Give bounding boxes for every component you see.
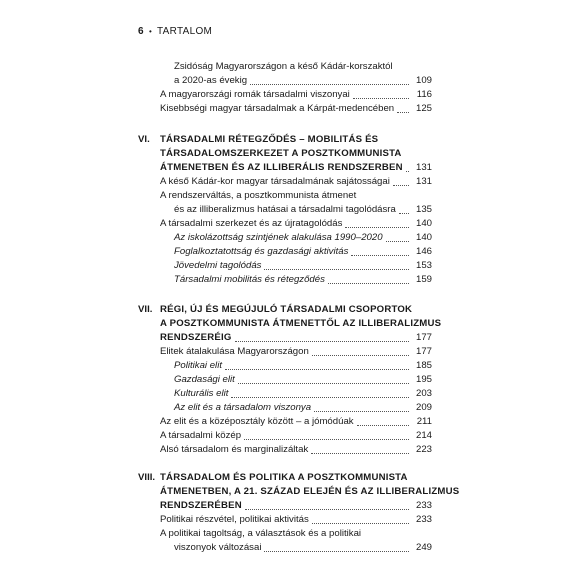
dot-leader	[328, 283, 409, 284]
dot-leader	[238, 383, 409, 384]
dot-leader	[386, 241, 409, 242]
toc-entry-title: ÁTMENETBEN ÉS AZ ILLIBERÁLIS RENDSZERBEN	[160, 162, 403, 173]
dot-leader	[225, 369, 409, 370]
toc-page-number: 116	[416, 89, 432, 100]
toc-page-number: 214	[415, 430, 432, 441]
chapter-heading-line	[160, 332, 432, 344]
toc-entry	[174, 260, 432, 272]
chapter-heading-line	[160, 134, 432, 146]
toc-entry-title: a 2020-as évekig	[174, 75, 248, 86]
toc-page-number: 153	[415, 260, 432, 271]
toc-entry-title: RÉGI, ÚJ ÉS MEGÚJULÓ TÁRSADALMI CSOPORTOK	[160, 304, 413, 315]
toc-page-number: 195	[415, 374, 432, 385]
toc-entry	[160, 430, 432, 442]
toc-entry-title: A politikai tagoltság, a választások és a politikai	[160, 528, 362, 539]
dot-leader	[406, 171, 409, 172]
toc-page-number: 131	[415, 176, 432, 187]
toc-page-number: 146	[415, 246, 432, 257]
dot-leader	[244, 439, 409, 440]
toc-page-number: 135	[415, 204, 432, 215]
toc-entry	[174, 232, 432, 244]
toc-page-number: 185	[415, 360, 432, 371]
toc-entry-title: Alsó társadalom és marginalizáltak	[160, 444, 309, 455]
dot-leader	[397, 112, 409, 113]
dot-leader	[264, 269, 409, 270]
header-title: TARTALOM	[156, 26, 213, 37]
toc-entry	[160, 103, 432, 115]
toc-page-number: 177	[415, 346, 432, 357]
toc-entry-title: Társadalmi mobilitás és rétegződés	[174, 274, 325, 285]
toc-entry	[160, 514, 432, 526]
toc-entry	[160, 444, 432, 456]
dot-leader	[250, 84, 409, 85]
toc-entry-title: Zsidóság Magyarországon a késő Kádár-korszaktól	[174, 61, 393, 72]
toc-entry-title: Politikai elit	[174, 360, 222, 371]
toc-page-number: 177	[415, 332, 432, 343]
toc-entry-title: TÁRSADALOMSZERKEZET A POSZTKOMMUNISTA	[160, 148, 402, 159]
toc-entry	[174, 388, 432, 400]
toc-entry-title: Az elit és a társadalom viszonya	[174, 402, 312, 413]
toc-entry-title: Politikai részvétel, politikai aktivitás	[160, 514, 309, 525]
toc-entry-title: A társadalmi közép	[160, 430, 242, 441]
toc-page-number: 125	[415, 103, 432, 114]
toc-entry	[174, 75, 432, 87]
chapter-heading-line	[160, 162, 432, 174]
toc-entry-title: Az elit és a középosztály között – a jómódúak	[160, 416, 354, 427]
chapter-heading-line	[160, 486, 460, 498]
toc-entry-title: A magyarországi romák társadalmi viszonyai	[160, 89, 350, 100]
dot-leader	[235, 341, 410, 342]
toc-entry-title: RENDSZERÉIG	[160, 332, 232, 343]
toc-entry-title: Az iskolázottság szintjének alakulása 1990–2020	[174, 232, 383, 243]
toc-entry-title: A rendszerváltás, a posztkommunista átmenet	[160, 190, 357, 201]
toc-entry-title: TÁRSADALMI RÉTEGZŐDÉS – MOBILITÁS ÉS	[160, 134, 379, 145]
toc-entry-title: Kulturális elit	[174, 388, 229, 399]
dot-leader	[393, 185, 409, 186]
chapter-number: VIII.	[138, 472, 156, 483]
toc-page-number: 249	[415, 542, 432, 553]
dot-leader	[353, 98, 409, 99]
toc-entry	[160, 89, 432, 101]
toc-entry	[174, 204, 432, 216]
toc-entry	[160, 346, 432, 358]
dot-leader	[245, 509, 409, 510]
dot-leader	[264, 551, 409, 552]
chapter-heading-line	[160, 500, 432, 512]
toc-entry-title: viszonyok változásai	[174, 542, 262, 553]
toc-entry	[174, 61, 432, 73]
toc-entry	[160, 218, 432, 230]
toc-entry-title: A késő Kádár-kor magyar társadalmának sajátosságai	[160, 176, 390, 187]
toc-entry	[174, 542, 432, 554]
toc-entry-title: Foglalkoztatottság és gazdasági aktivitás	[174, 246, 349, 257]
toc-entry	[174, 402, 432, 414]
toc-page-number: 140	[415, 218, 432, 229]
dot-leader	[312, 355, 409, 356]
toc-entry	[160, 176, 432, 188]
dot-leader	[314, 411, 409, 412]
toc-entry	[160, 416, 432, 428]
toc-entry	[174, 246, 432, 258]
toc-entry	[160, 190, 432, 202]
toc-entry-title: Gazdasági elit	[174, 374, 235, 385]
header-bullet: •	[148, 27, 153, 36]
dot-leader	[312, 523, 409, 524]
toc-entry-title: A POSZTKOMMUNISTA ÁTMENETTŐL AZ ILLIBERALIZMUS	[160, 318, 442, 329]
toc-page-number: 233	[415, 500, 432, 511]
dot-leader	[311, 453, 409, 454]
dot-leader	[231, 397, 409, 398]
toc-entry-title: Elitek átalakulása Magyarországon	[160, 346, 309, 357]
toc-entry	[174, 374, 432, 386]
dot-leader	[399, 213, 409, 214]
toc-entry-title: RENDSZERÉBEN	[160, 500, 242, 511]
toc-page-number: 211	[416, 416, 432, 427]
toc-page-number: 159	[415, 274, 432, 285]
toc-entry	[160, 528, 432, 540]
toc-page-number: 233	[415, 514, 432, 525]
chapter-heading-line	[160, 148, 432, 160]
toc-page-number: 203	[415, 388, 432, 399]
page-number: 6	[138, 26, 144, 37]
toc-entry-title: Jövedelmi tagolódás	[174, 260, 262, 271]
chapter-heading-line	[160, 472, 432, 484]
toc-page-number: 209	[415, 402, 432, 413]
toc-entry-title: A társadalmi szerkezet és az újratagolódás	[160, 218, 343, 229]
toc-entry-title: és az illiberalizmus hatásai a társadalmi tagolódásra	[174, 204, 396, 215]
toc-entry-title: ÁTMENETBEN, A 21. SZÁZAD ELEJÉN ÉS AZ ILLIBERALIZMUS	[160, 486, 460, 497]
toc-entry	[174, 360, 432, 372]
toc-entry	[174, 274, 432, 286]
toc-page-number: 131	[415, 162, 432, 173]
toc-page-number: 140	[415, 232, 432, 243]
toc-entry-title: Kisebbségi magyar társadalmak a Kárpát-medencében	[160, 103, 395, 114]
chapter-heading-line	[160, 318, 442, 330]
chapter-number: VI.	[138, 134, 150, 145]
toc-page-number: 223	[415, 444, 432, 455]
dot-leader	[345, 227, 409, 228]
chapter-heading-line	[160, 304, 432, 316]
running-header	[138, 26, 212, 37]
chapter-number: VII.	[138, 304, 153, 315]
dot-leader	[357, 425, 409, 426]
dot-leader	[351, 255, 409, 256]
toc-entry-title: TÁRSADALOM ÉS POLITIKA A POSZTKOMMUNISTA	[160, 472, 408, 483]
toc-page-number: 109	[415, 75, 432, 86]
